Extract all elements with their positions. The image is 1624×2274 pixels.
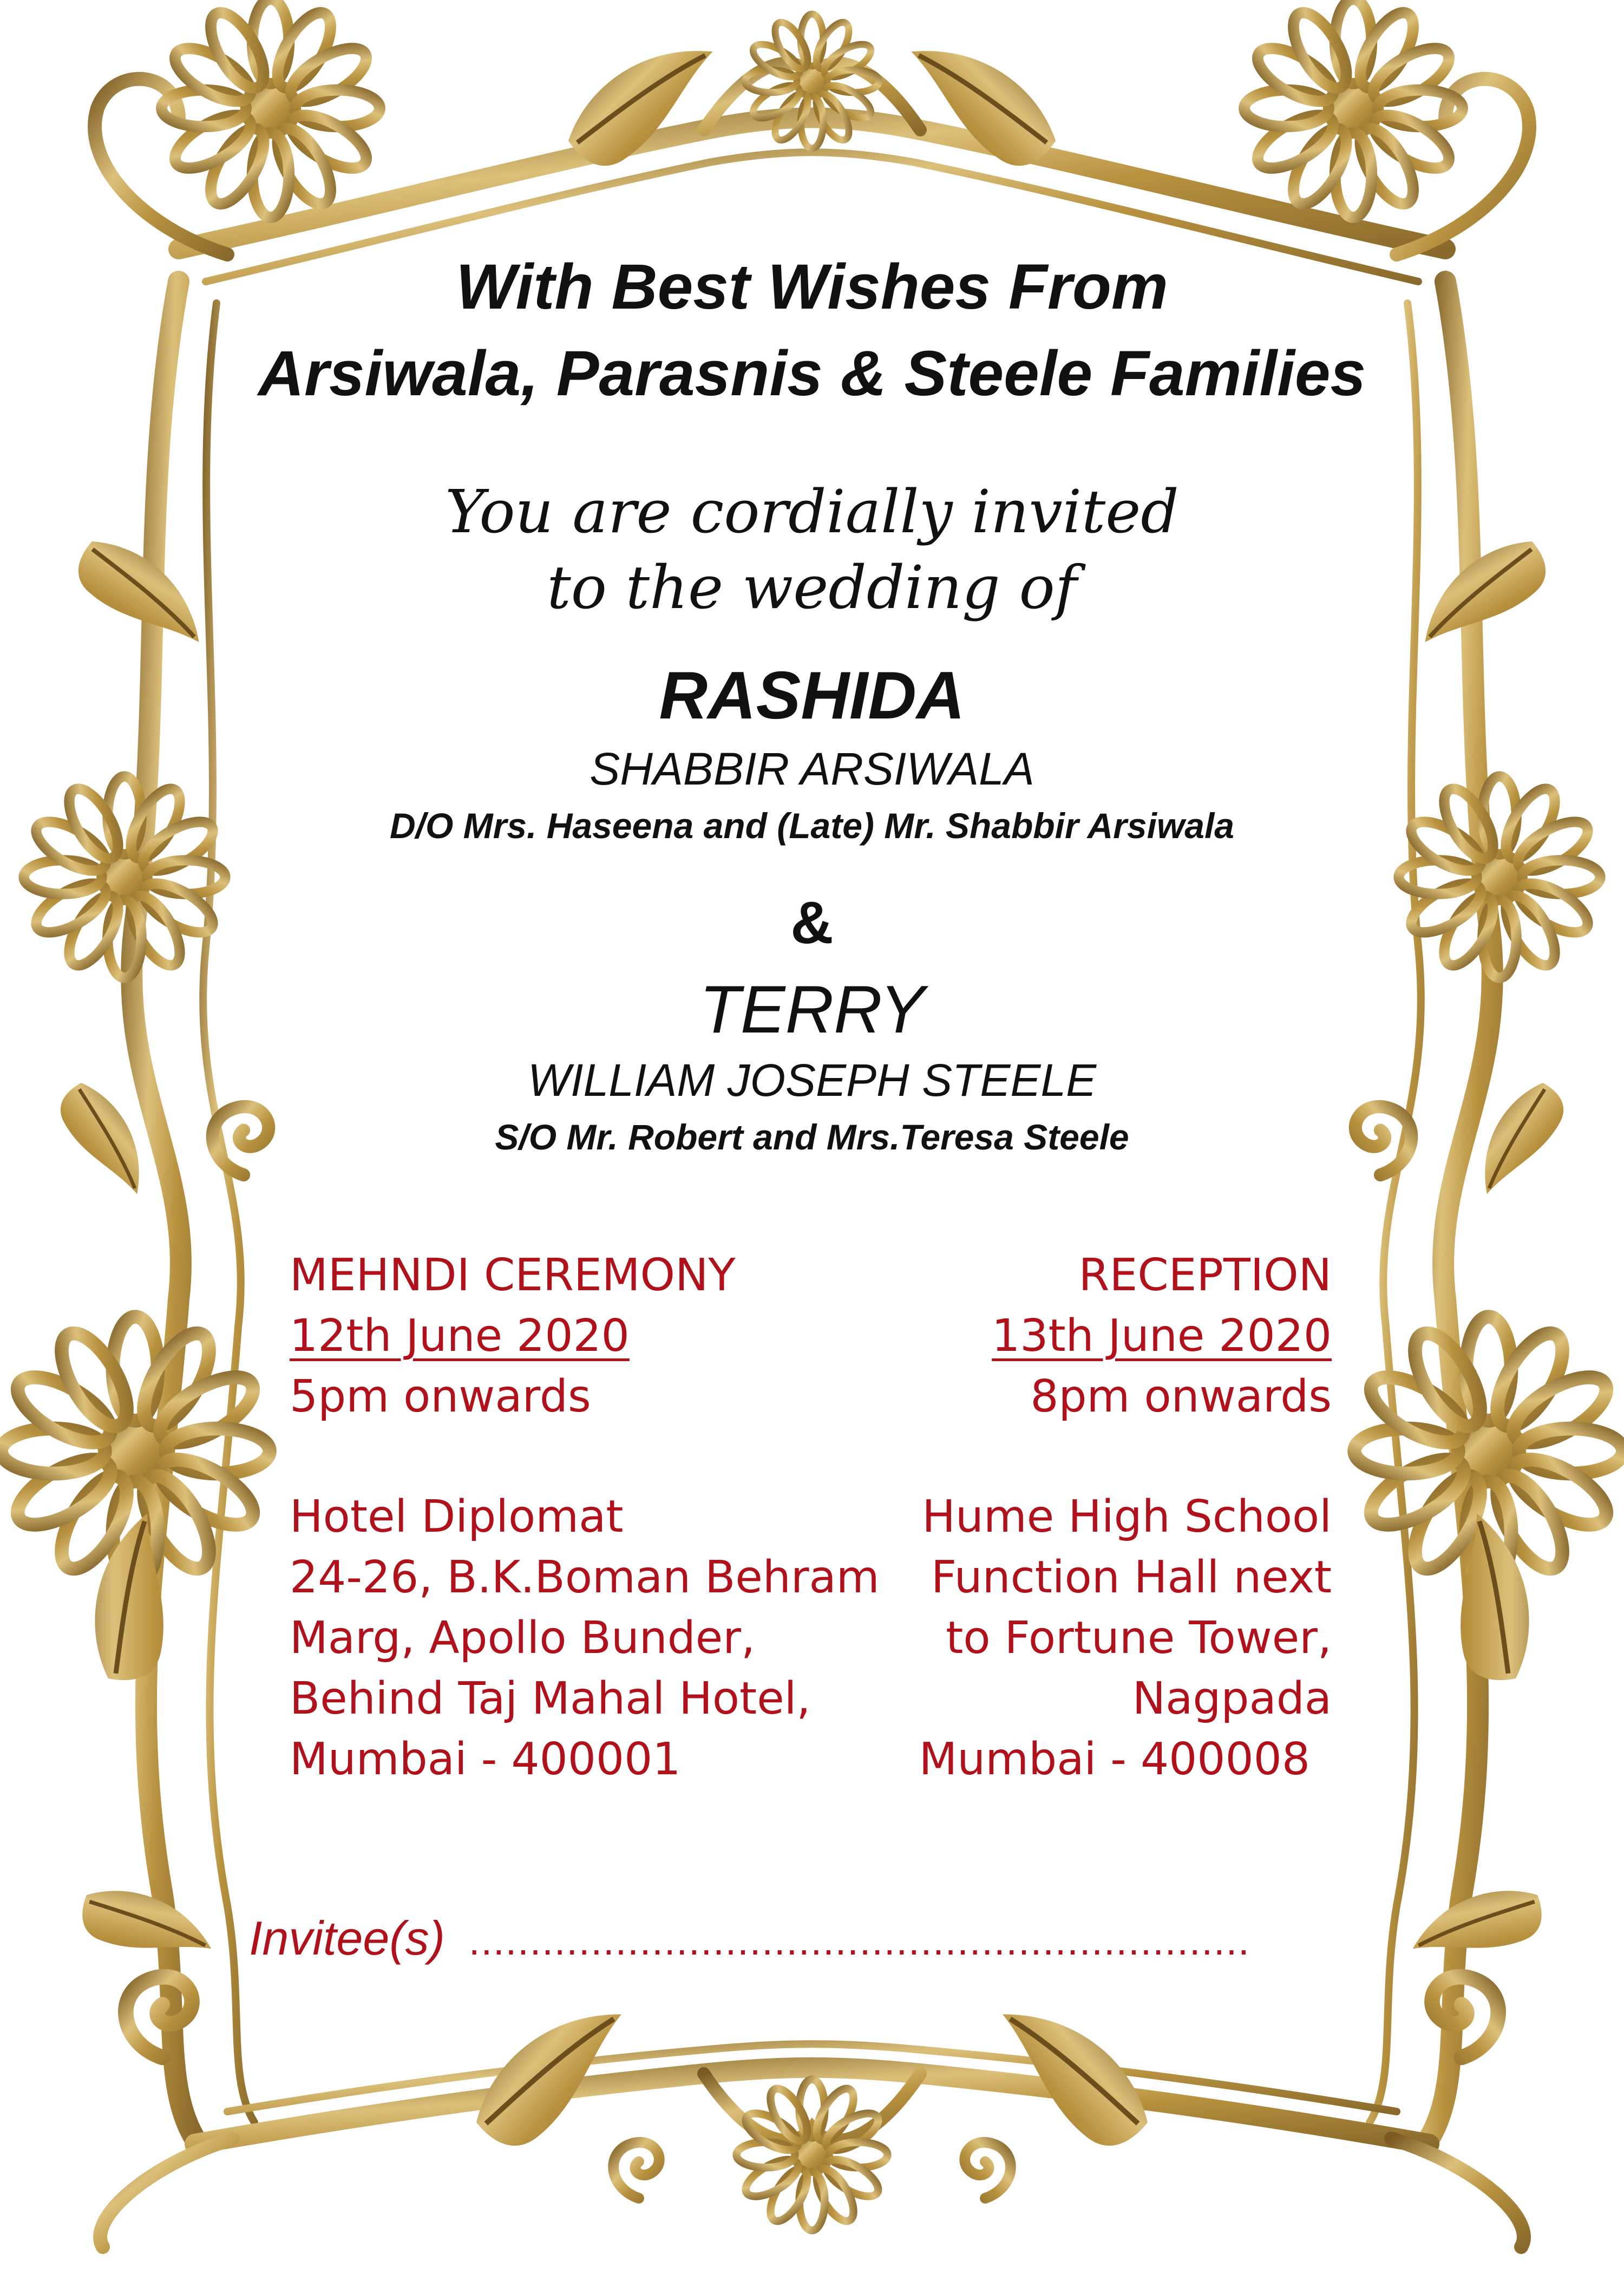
bride-first-name: RASHIDA [659,658,965,733]
reception-address-line: Hume High School [922,1491,1332,1543]
reception-event [704,1245,1332,1790]
invitation-line-2: to the wedding of [547,553,1077,622]
reception-address-line: Function Hall next [931,1552,1332,1603]
mehndi-address-line: Hotel Diplomat [290,1491,624,1543]
header-line-2: Arsiwala, Parasnis & Steele Families [258,338,1366,409]
invitation-line-1: You are cordially invited [445,477,1179,546]
reception-address-line: to Fortune Tower, [946,1612,1332,1664]
mehndi-date: 12th June 2020 [290,1310,630,1362]
mehndi-address-line: Behind Taj Mahal Hotel, [290,1673,811,1724]
invitee-blank[interactable]: ................................................................ [468,1918,1250,1963]
mehndi-address-line: 24-26, B.K.Boman Behram [290,1552,880,1603]
groom-first-name: TERRY [699,972,925,1047]
mehndi-time: 5pm onwards [290,1371,591,1422]
reception-title: RECEPTION [1078,1250,1332,1301]
invitee-row [249,1906,1364,1971]
mehndi-title: MEHNDI CEREMONY [290,1250,736,1301]
reception-address-line: Mumbai - 400008 [919,1734,1310,1785]
mehndi-address-line: Mumbai - 400001 [290,1734,681,1785]
reception-address-line: Nagpada [1132,1673,1332,1724]
ampersand: & [790,890,834,956]
bride-parents: D/O Mrs. Haseena and (Late) Mr. Shabbir Arsiwala [390,806,1234,846]
reception-time: 8pm onwards [1030,1371,1332,1422]
bride-full-name: SHABBIR ARSIWALA [590,743,1034,794]
header-line-1: With Best Wishes From [456,251,1168,323]
invitee-label: Invitee(s) [249,1911,445,1965]
mehndi-address-line: Marg, Apollo Bunder, [290,1612,756,1664]
groom-full-name: WILLIAM JOSEPH STEELE [527,1055,1097,1106]
reception-date: 13th June 2020 [992,1310,1332,1362]
groom-parents: S/O Mr. Robert and Mrs.Teresa Steele [495,1117,1129,1157]
